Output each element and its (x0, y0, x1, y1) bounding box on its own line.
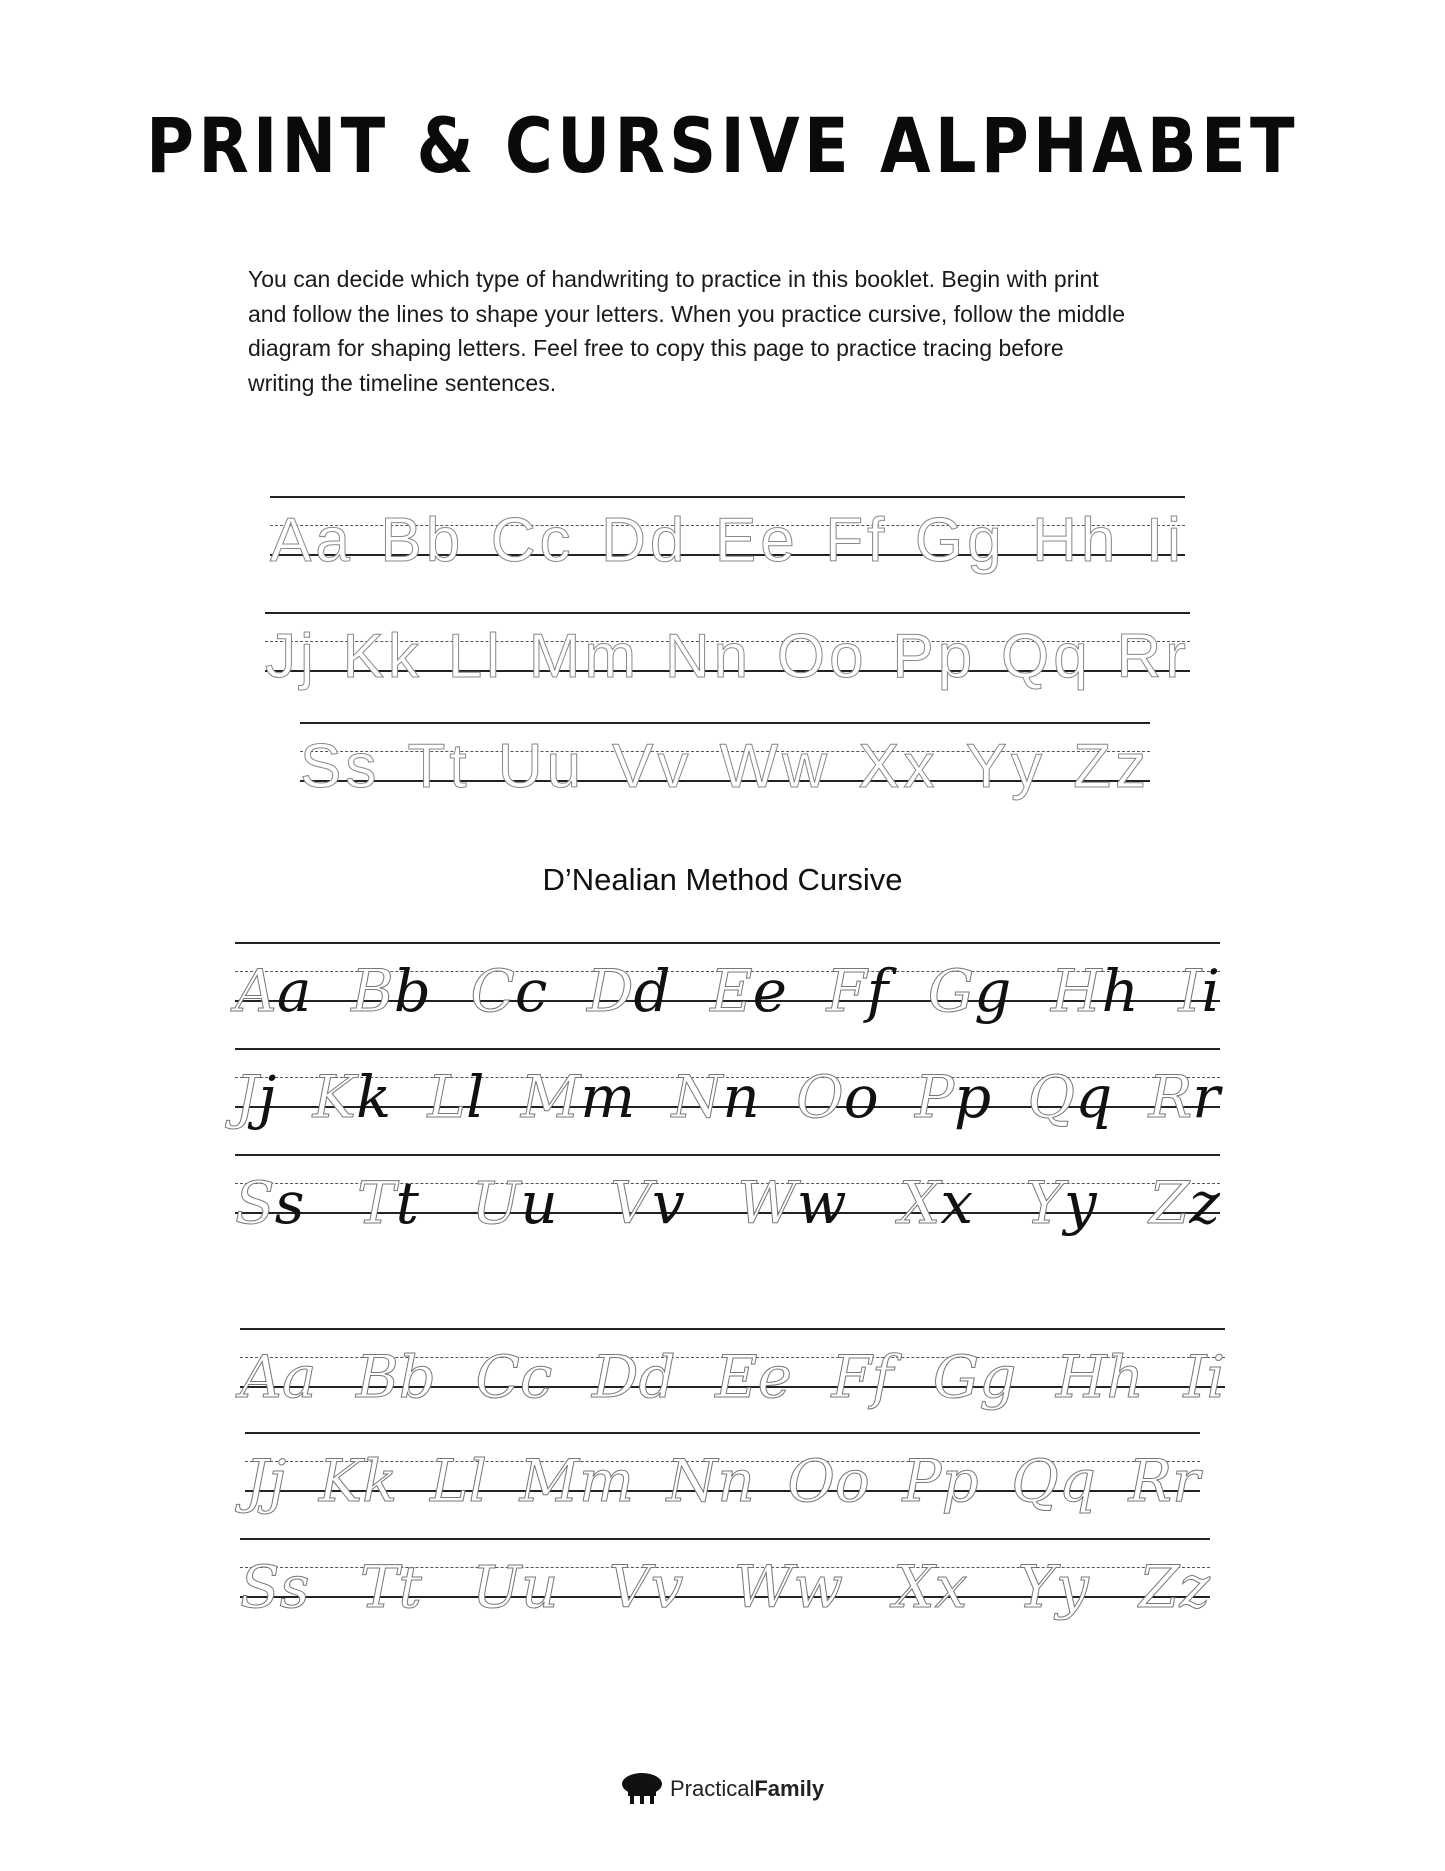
letter-pair (796, 1063, 879, 1131)
print-row-1 (270, 496, 1185, 575)
letter-pair: Jj (265, 622, 318, 691)
letter-pair: Mm (519, 1447, 635, 1515)
letter-pair (826, 957, 889, 1025)
tree-icon (620, 1772, 664, 1806)
letter-pair: Ii (1145, 506, 1185, 575)
letter-pair (471, 1169, 558, 1237)
letter-pair: Gg (932, 1343, 1017, 1411)
letter-pair: Zz (1073, 732, 1150, 801)
letter-pair (520, 1063, 636, 1131)
letter-pair (899, 1169, 974, 1237)
letter-pair: Oo (787, 1447, 870, 1515)
letter-upper: B (351, 957, 394, 1025)
letter-pair: Yy (1017, 1553, 1089, 1621)
letter-lower: p (954, 1063, 992, 1131)
letter-pair: Ee (714, 506, 799, 575)
letter-pair: Dd (591, 1343, 676, 1411)
letter-upper: D (586, 957, 634, 1025)
letter-pair (1178, 957, 1220, 1025)
letter-pair: Kk (318, 1447, 398, 1515)
letter-upper: T (356, 1169, 396, 1237)
letter-upper: J (235, 1063, 259, 1131)
letter-pair (1027, 1063, 1113, 1131)
letter-pair: Ll (447, 622, 504, 691)
letter-pair (914, 1063, 992, 1131)
letter-pair: Nn (664, 622, 753, 691)
letter-pair: Zz (1139, 1553, 1210, 1621)
letter-pair (737, 1169, 847, 1237)
letter-pair: Uu (497, 732, 586, 801)
letter-lower: a (276, 957, 312, 1025)
intro-line: You can decide which type of handwriting to practice in this booklet. Begin with print (248, 266, 1099, 292)
letter-pair: Gg (914, 506, 1006, 575)
letter-pair: Oo (776, 622, 868, 691)
letter-lower: m (580, 1063, 636, 1131)
letter-upper: U (471, 1169, 521, 1237)
letter-pair (235, 1169, 305, 1237)
letter-pair: Qq (1001, 622, 1092, 691)
letter-upper: M (520, 1063, 581, 1131)
letter-pair: Ll (429, 1447, 488, 1515)
letter-pair: Mm (528, 622, 641, 691)
letter-pair: Pp (892, 622, 977, 691)
letter-upper: H (1050, 957, 1102, 1025)
letter-lower: d (633, 957, 671, 1025)
letter-pair: Uu (472, 1553, 559, 1621)
letter-lower: w (796, 1169, 847, 1237)
letter-pair: Ww (733, 1553, 843, 1621)
letter-upper: Z (1149, 1169, 1190, 1237)
letter-lower: b (393, 957, 431, 1025)
letter-pair: Ff (825, 506, 889, 575)
letter-upper: X (899, 1169, 941, 1237)
letter-pair (927, 957, 1012, 1025)
letter-upper: G (927, 957, 975, 1025)
letter-upper: P (914, 1063, 954, 1131)
letter-pair: Rr (1128, 1447, 1200, 1515)
letter-lower: q (1075, 1063, 1113, 1131)
letter-pair (1148, 1063, 1220, 1131)
letter-lower: f (866, 957, 889, 1025)
cursive-diagram-row-2 (235, 1048, 1220, 1131)
page-title: PRINT & CURSIVE ALPHABET (146, 101, 1299, 190)
letter-pair: Xx (858, 732, 939, 801)
letter-pair: Dd (601, 506, 689, 575)
cursive-diagram-row-3 (235, 1154, 1220, 1237)
letter-upper: I (1178, 957, 1202, 1025)
letter-upper: Q (1027, 1063, 1076, 1131)
letter-upper: C (470, 957, 515, 1025)
letter-pair: Jj (245, 1447, 287, 1515)
letter-pair (356, 1169, 419, 1237)
intro-line: writing the timeline sentences. (248, 369, 557, 396)
letter-pair: Tt (359, 1553, 422, 1621)
letter-upper: R (1148, 1063, 1193, 1131)
letter-upper: W (737, 1169, 797, 1237)
letter-pair: Nn (666, 1447, 755, 1515)
letter-lower: y (1063, 1169, 1097, 1237)
letter-lower: o (843, 1063, 879, 1131)
intro-line: and follow the lines to shape your letters. When you practice cursive, follow the middle (248, 300, 1125, 327)
brand-name: PracticalFamily (670, 1776, 825, 1801)
print-row-3 (300, 722, 1150, 801)
letter-lower: k (355, 1063, 392, 1131)
letter-pair (671, 1063, 760, 1131)
letter-pair: Hh (1055, 1343, 1144, 1411)
letter-pair (312, 1063, 392, 1131)
letter-pair (610, 1169, 685, 1237)
letter-pair (427, 1063, 485, 1131)
letter-pair: Qq (1011, 1447, 1096, 1515)
letter-pair: Ff (831, 1343, 894, 1411)
letter-pair: Rr (1116, 622, 1190, 691)
letter-upper: K (312, 1063, 356, 1131)
letter-upper: A (235, 957, 277, 1025)
letter-upper: V (610, 1169, 653, 1237)
letter-lower: n (722, 1063, 760, 1131)
letter-pair (1025, 1169, 1097, 1237)
letter-lower: v (652, 1169, 685, 1237)
letter-upper: F (826, 957, 867, 1025)
letter-upper: Y (1025, 1169, 1064, 1237)
letter-pair: Xx (893, 1553, 968, 1621)
letter-pair (586, 957, 671, 1025)
letter-lower: j (258, 1063, 277, 1131)
letter-lower: s (274, 1169, 305, 1237)
intro-line: diagram for shaping letters. Feel free to copy this page to practice tracing before (248, 335, 1064, 361)
letter-lower: i (1201, 957, 1220, 1025)
letter-pair: Bb (380, 506, 465, 575)
letter-pair: Ii (1183, 1343, 1225, 1411)
letter-lower: e (752, 957, 787, 1025)
letter-pair (351, 957, 431, 1025)
letter-upper: L (427, 1063, 466, 1131)
letter-upper: E (710, 957, 753, 1025)
cursive-heading: D’Nealian Method Cursive (542, 862, 903, 897)
letter-pair: Kk (342, 622, 423, 691)
letter-pair: Hh (1032, 506, 1120, 575)
cursive-diagram-row-1 (235, 942, 1220, 1025)
letter-lower: c (514, 957, 548, 1025)
letter-lower: u (520, 1169, 558, 1237)
cursive-trace-row-3 (240, 1538, 1210, 1621)
letter-lower: t (395, 1169, 419, 1237)
letter-pair: Pp (902, 1447, 979, 1515)
letter-pair: Ww (719, 732, 831, 801)
letter-lower: r (1192, 1063, 1220, 1131)
letter-pair: Cc (490, 506, 575, 575)
cursive-trace-row-1 (240, 1328, 1225, 1411)
print-row-2 (265, 612, 1190, 691)
letter-pair: Aa (270, 506, 354, 575)
letter-pair: Aa (240, 1343, 317, 1411)
letter-lower: x (940, 1169, 974, 1237)
letter-lower: z (1189, 1169, 1220, 1237)
cursive-trace-row-2 (245, 1432, 1200, 1515)
letter-pair (1050, 957, 1139, 1025)
letter-pair (1149, 1169, 1220, 1237)
letter-lower: l (465, 1063, 485, 1131)
brand-logo (620, 1772, 824, 1806)
letter-pair: Yy (965, 732, 1046, 801)
letter-pair: Bb (356, 1343, 436, 1411)
letter-upper: O (796, 1063, 844, 1131)
intro-paragraph (248, 262, 1198, 400)
letter-pair (710, 957, 787, 1025)
letter-pair: Tt (407, 732, 471, 801)
letter-lower: h (1101, 957, 1139, 1025)
letter-pair (235, 957, 312, 1025)
letter-pair (235, 1063, 277, 1131)
letter-pair: Vv (612, 732, 693, 801)
letter-pair: Ss (300, 732, 381, 801)
letter-upper: N (671, 1063, 723, 1131)
letter-lower: g (974, 957, 1012, 1025)
letter-upper: S (235, 1169, 275, 1237)
letter-pair: Cc (475, 1343, 553, 1411)
letter-pair: Ss (240, 1553, 310, 1621)
letter-pair: Ee (715, 1343, 792, 1411)
letter-pair (470, 957, 548, 1025)
letter-pair: Vv (608, 1553, 684, 1621)
